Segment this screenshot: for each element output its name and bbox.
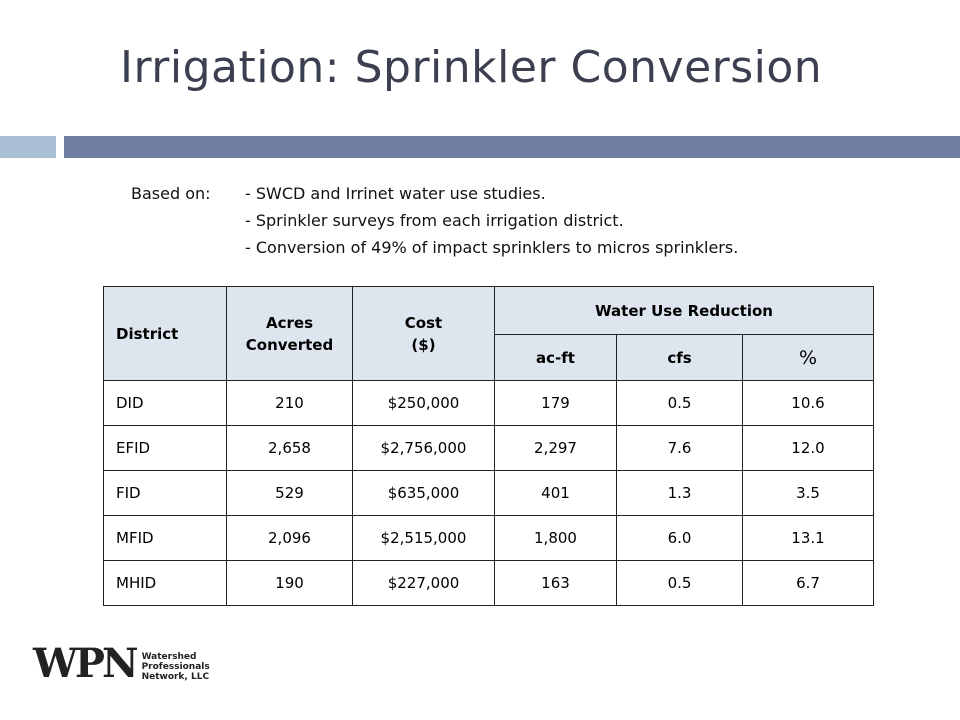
cell-cfs: 6.0 — [617, 516, 743, 561]
table-row — [104, 561, 874, 606]
cell-percent: 6.7 — [743, 561, 874, 606]
logo-mark: WPN — [33, 640, 136, 687]
cell-district: FID — [104, 471, 227, 516]
slide-title: Irrigation: Sprinkler Conversion — [120, 42, 823, 93]
cell-percent: 10.6 — [743, 381, 874, 426]
header-district: District — [104, 287, 227, 381]
cell-percent: 12.0 — [743, 426, 874, 471]
basis-label: Based on: — [131, 184, 211, 203]
cell-cfs: 0.5 — [617, 561, 743, 606]
cell-cost: $635,000 — [353, 471, 495, 516]
header-acres-converted: Acres Converted — [227, 287, 353, 381]
cell-acres: 529 — [227, 471, 353, 516]
cell-ac-ft: 401 — [495, 471, 617, 516]
cell-cost: $250,000 — [353, 381, 495, 426]
table-row — [104, 516, 874, 561]
cell-percent: 3.5 — [743, 471, 874, 516]
cell-acres: 2,096 — [227, 516, 353, 561]
header-cost: Cost ($) — [353, 287, 495, 381]
header-ac-ft: ac-ft — [495, 335, 617, 381]
sprinkler-conversion-table — [103, 286, 874, 606]
basis-item-3: - Conversion of 49% of impact sprinklers to micros sprinklers. — [245, 238, 739, 257]
basis-item-1: - SWCD and Irrinet water use studies. — [245, 184, 546, 203]
basis-notes — [131, 180, 738, 261]
cell-district: MFID — [104, 516, 227, 561]
cell-cost: $2,515,000 — [353, 516, 495, 561]
cell-cost: $2,756,000 — [353, 426, 495, 471]
cell-cost: $227,000 — [353, 561, 495, 606]
cell-acres: 210 — [227, 381, 353, 426]
cell-district: DID — [104, 381, 227, 426]
wpn-logo — [33, 640, 210, 687]
cell-ac-ft: 1,800 — [495, 516, 617, 561]
cell-acres: 190 — [227, 561, 353, 606]
cell-ac-ft: 179 — [495, 381, 617, 426]
table-row — [104, 426, 874, 471]
table-row — [104, 471, 874, 516]
header-percent: % — [743, 335, 874, 381]
table-body — [104, 381, 874, 606]
cell-cfs: 7.6 — [617, 426, 743, 471]
cell-cfs: 1.3 — [617, 471, 743, 516]
cell-district: EFID — [104, 426, 227, 471]
logo-tagline: Watershed Professionals Network, LLC — [141, 652, 210, 682]
basis-item-2: - Sprinkler surveys from each irrigation district. — [245, 211, 624, 230]
cell-ac-ft: 2,297 — [495, 426, 617, 471]
accent-bar-right — [64, 136, 960, 158]
cell-district: MHID — [104, 561, 227, 606]
cell-percent: 13.1 — [743, 516, 874, 561]
accent-bar-left — [0, 136, 56, 158]
table-row — [104, 381, 874, 426]
cell-ac-ft: 163 — [495, 561, 617, 606]
cell-cfs: 0.5 — [617, 381, 743, 426]
header-cfs: cfs — [617, 335, 743, 381]
header-water-use-reduction: Water Use Reduction — [495, 287, 874, 335]
cell-acres: 2,658 — [227, 426, 353, 471]
